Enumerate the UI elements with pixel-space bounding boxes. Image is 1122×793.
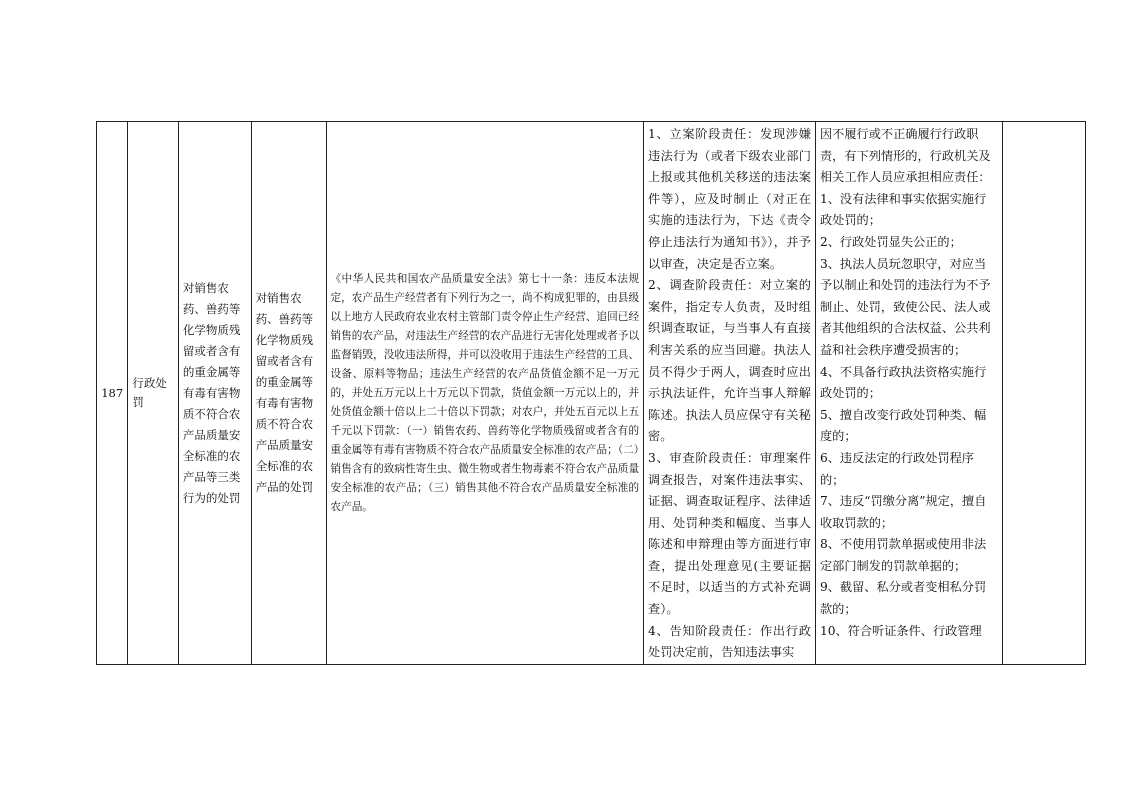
table-row (97, 122, 1086, 665)
power-subitem: 对销售农药、兽药等化学物质残留或者含有的重金属等有毒有害物质不符合农产品质量安全标准的农产品的处罚 (251, 122, 326, 665)
responsibility-items: 1、立案阶段责任：发现涉嫌违法行为（或者下级农业部门上报或其他机关移送的违法案件等），应及时制止（对正在实施的违法行为，下达《责令停止违法行为通知书》），并予以审查，决定是否立案。 2、调查阶段责任：对立案的案件，指定专人负责，及时组织调查取证，与当事人有直接利害关系的应当回避。执法人员不得少于两人，调查时应出示执法证件，允许当事人辩解陈述。执法人员应保守有关秘密。 3、审查阶段责任：审理案件调查报告，对案件违法事实、证据、调查取证程序、法律适用、处罚种类和幅度、当事人陈述和申辩理由等方面进行审查，提出处理意见(主要证据不足时，以适当的方式补充调查）。 4、告知阶段责任：作出行政处罚决定前，告知违法事实 (644, 122, 816, 665)
accountability-items: 因不履行或不正确履行行政职责，有下列情形的，行政机关及相关工作人员应承担相应责任： 1、没有法律和事实依据实施行政处罚的； 2、行政处罚显失公正的； 3、执法人员玩忽职守，对应当予以制止和处罚的违法行为不予制止、处罚，致使公民、法人或者其他组织的合法权益、公共利益和社会秩序遭受损害的； 4、不具备行政执法资格实施行政处罚的； 5、擅自改变行政处罚种类、幅度的； 6、违反法定的行政处罚程序的； 7、违反“罚缴分离”规定，擅自收取罚款的； 8、不使用罚款单据或使用非法定部门制发的罚款单据的； 9、截留、私分或者变相私分罚款的； 10、符合听证条件、行政管理 (815, 122, 1002, 665)
power-item: 对销售农药、兽药等化学物质残留或者含有的重金属等有毒有害物质不符合农产品质量安全标准的农产品等三类行为的处罚 (178, 122, 251, 665)
item-number: 187 (97, 122, 128, 665)
remarks (1003, 122, 1086, 665)
legal-basis: 《中华人民共和国农产品质量安全法》第七十一条：违反本法规定，农产品生产经营者有下列行为之一，尚不构成犯罪的，由县级以上地方人民政府农业农村主管部门责令停止生产经营、追回已经销售的农产品，对违法生产经营的农产品进行无害化处理或者予以监督销毁，没收违法所得，并可以没收用于违法生产经营的工具、设备、原料等物品；违法生产经营的农产品货值金额不足一万元的，并处五万元以上十万元以下罚款，货值金额一万元以上的，并处货值金额十倍以上二十倍以下罚款；对农户，并处五百元以上五千元以下罚款：（一）销售农药、兽药等化学物质残留或者含有的重金属等有毒有害物质不符合农产品质量安全标准的农产品；（二）销售含有的致病性寄生虫、微生物或者生物毒素不符合农产品质量安全标准的农产品；（三）销售其他不符合农产品质量安全标准的农产品。 (326, 122, 644, 665)
power-type: 行政处罚 (128, 122, 179, 665)
enforcement-table (96, 121, 1086, 665)
